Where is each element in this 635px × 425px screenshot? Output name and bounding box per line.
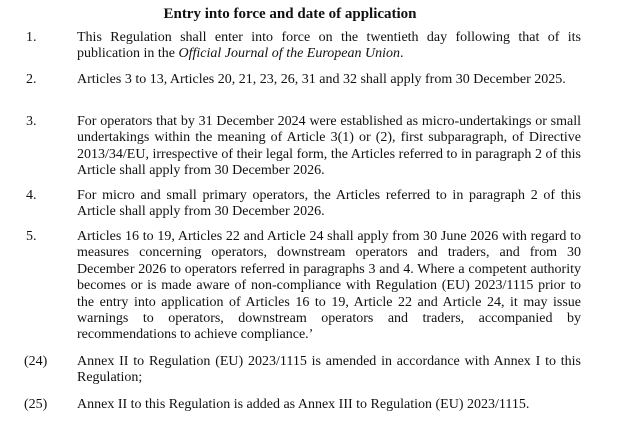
paragraph-text-start: This Regulation shall enter into force on the twentieth day following that of its publication in the [77,30,581,62]
section-heading: Entry into force and date of application [163,6,417,22]
amendment-number: (25) [24,397,48,412]
amendment-text: Annex II to this Regulation is added as Annex III to Regulation (EU) 2023/1115. [77,397,530,412]
paragraph-number: 5. [26,229,37,244]
paragraph-text: For operators that by 31 December 2024 were established as micro-undertakings or small undertakings within the meaning of Article 3(1) or (2), first subparagraph, of Directive 2013/34/EU, irrespective of their legal form, the Articles referred to in paragraph 2 of this Article shall apply from 30 December 2026. [77,114,581,179]
paragraph-text: Articles 3 to 13, Articles 20, 21, 23, 26, 31 and 32 shall apply from 30 December 2025. [77,72,566,87]
paragraph-number: 2. [26,72,37,87]
paragraph-number: 4. [26,188,37,203]
paragraph-text [77,30,581,63]
amendment-text: Annex II to Regulation (EU) 2023/1115 is amended in accordance with Annex I to this Regulation; [77,354,581,386]
amendment-number: (24) [24,354,48,369]
paragraph-text-end: . [400,46,404,62]
journal-title: Official Journal of the European Union [178,46,400,62]
paragraph-text: Articles 16 to 19, Articles 22 and Article 24 shall apply from 30 June 2026 with regard to measures concerning operators, downstream operators and traders, and from 30 December 2026 to operators referred in paragraphs 3 and 4. Where a competent authority becomes or is made aware of non-compliance with Regulation (EU) 2023/1115 prior to the entry into application of Articles 16 to 19, Article 22 and Article 24, it may issue warnings to operators, downstream operators and traders, accompanied by recommendations to achieve compliance.’ [77,229,581,343]
paragraph-number: 1. [26,30,37,45]
paragraph-number: 3. [26,114,37,129]
paragraph-text: For micro and small primary operators, the Articles referred to in paragraph 2 of this Article shall apply from 30 December 2026. [77,188,581,220]
